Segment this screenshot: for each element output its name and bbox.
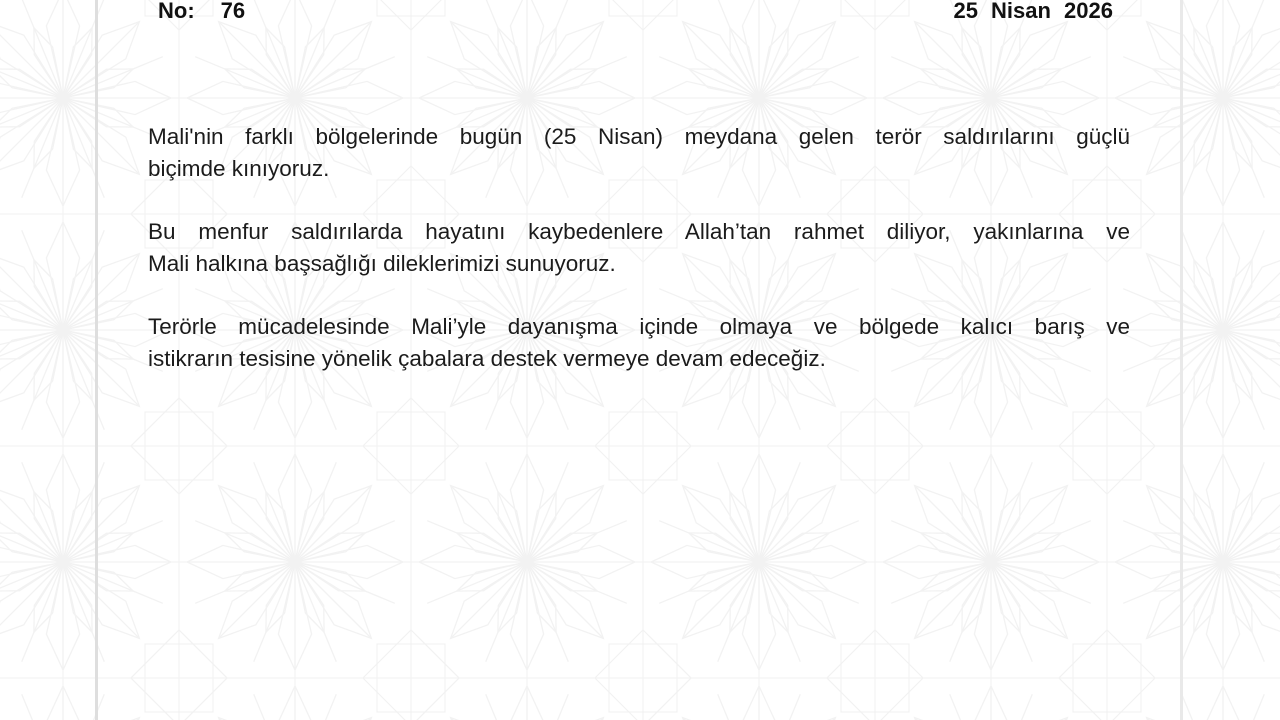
document-body (148, 121, 1130, 406)
document-header (0, 0, 1280, 28)
paragraph-line: Terörle mücadelesinde Mali’yle dayanışma içinde olmaya ve bölgede kalıcı barış ve (148, 314, 1130, 339)
document-number-value: 76 (220, 0, 246, 23)
page-left-border (95, 0, 98, 720)
paragraph-line: istikrarın tesisine yönelik çabalara destek vermeye devam edeceğiz. (148, 346, 826, 371)
paragraph (148, 121, 1130, 185)
paragraph (148, 216, 1130, 280)
document-date: 25 Nisan 2026 (953, 0, 1113, 23)
paragraph-line: Bu menfur saldırılarda hayatını kaybedenlere Allah’tan rahmet diliyor, yakınlarına ve (148, 219, 1130, 244)
document-number (158, 0, 245, 24)
document-number-label: No: (158, 0, 195, 23)
paragraph (148, 311, 1130, 375)
page-right-border (1180, 0, 1183, 720)
paragraph-line: Mali'nin farklı bölgelerinde bugün (25 Nisan) meydana gelen terör saldırılarını güçlü (148, 124, 1130, 149)
paragraph-line: Mali halkına başsağlığı dileklerimizi sunuyoruz. (148, 251, 616, 276)
paragraph-line: biçimde kınıyoruz. (148, 156, 330, 181)
